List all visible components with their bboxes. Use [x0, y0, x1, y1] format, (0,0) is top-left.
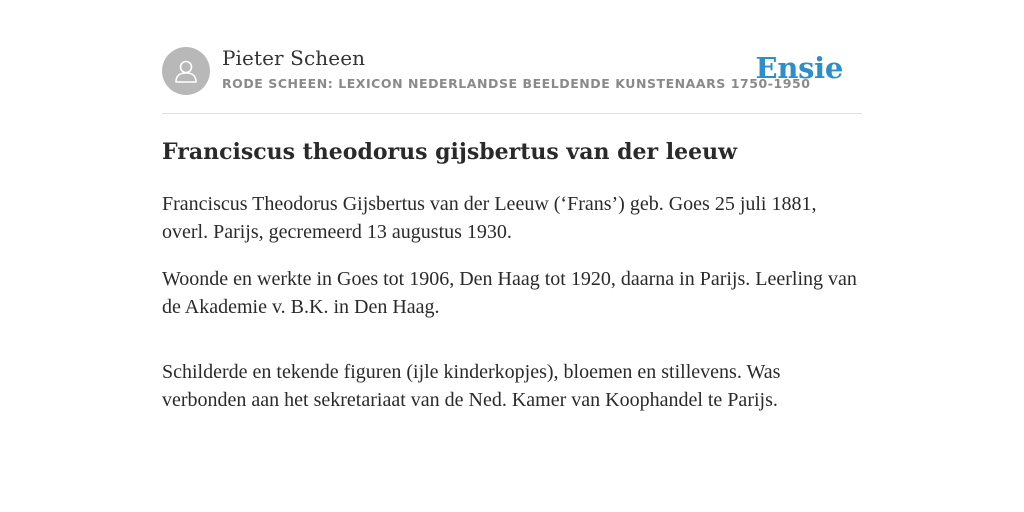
page-title: Franciscus theodorus gijsbertus van der leeuw: [162, 139, 738, 165]
ensie-logo[interactable]: Ensie: [755, 51, 843, 85]
paragraph: Franciscus Theodorus Gijsbertus van der Leeuw (‘Frans’) geb. Goes 25 juli 1881, overl. Parijs, gecremeerd 13 augustus 1930.: [162, 193, 817, 243]
article-body: [162, 190, 862, 433]
paragraph: Schilderde en tekende figuren (ijle kinderkopjes), bloemen en stillevens. Was verbonden aan het sekretariaat van de Ned. Kamer van Koophandel te Parijs.: [162, 361, 781, 411]
paragraph: Woonde en werkte in Goes tot 1906, Den Haag tot 1920, daarna in Parijs. Leerling van de Akademie v. B.K. in Den Haag.: [162, 268, 857, 318]
author-name[interactable]: Pieter Scheen: [222, 46, 366, 70]
entry-card: [162, 0, 862, 411]
user-icon: [171, 56, 201, 86]
entry-header: [162, 0, 862, 114]
source-title[interactable]: RODE SCHEEN: LEXICON NEDERLANDSE BEELDENDE KUNSTENAARS 1750-1950: [222, 76, 811, 91]
avatar[interactable]: [162, 47, 210, 95]
